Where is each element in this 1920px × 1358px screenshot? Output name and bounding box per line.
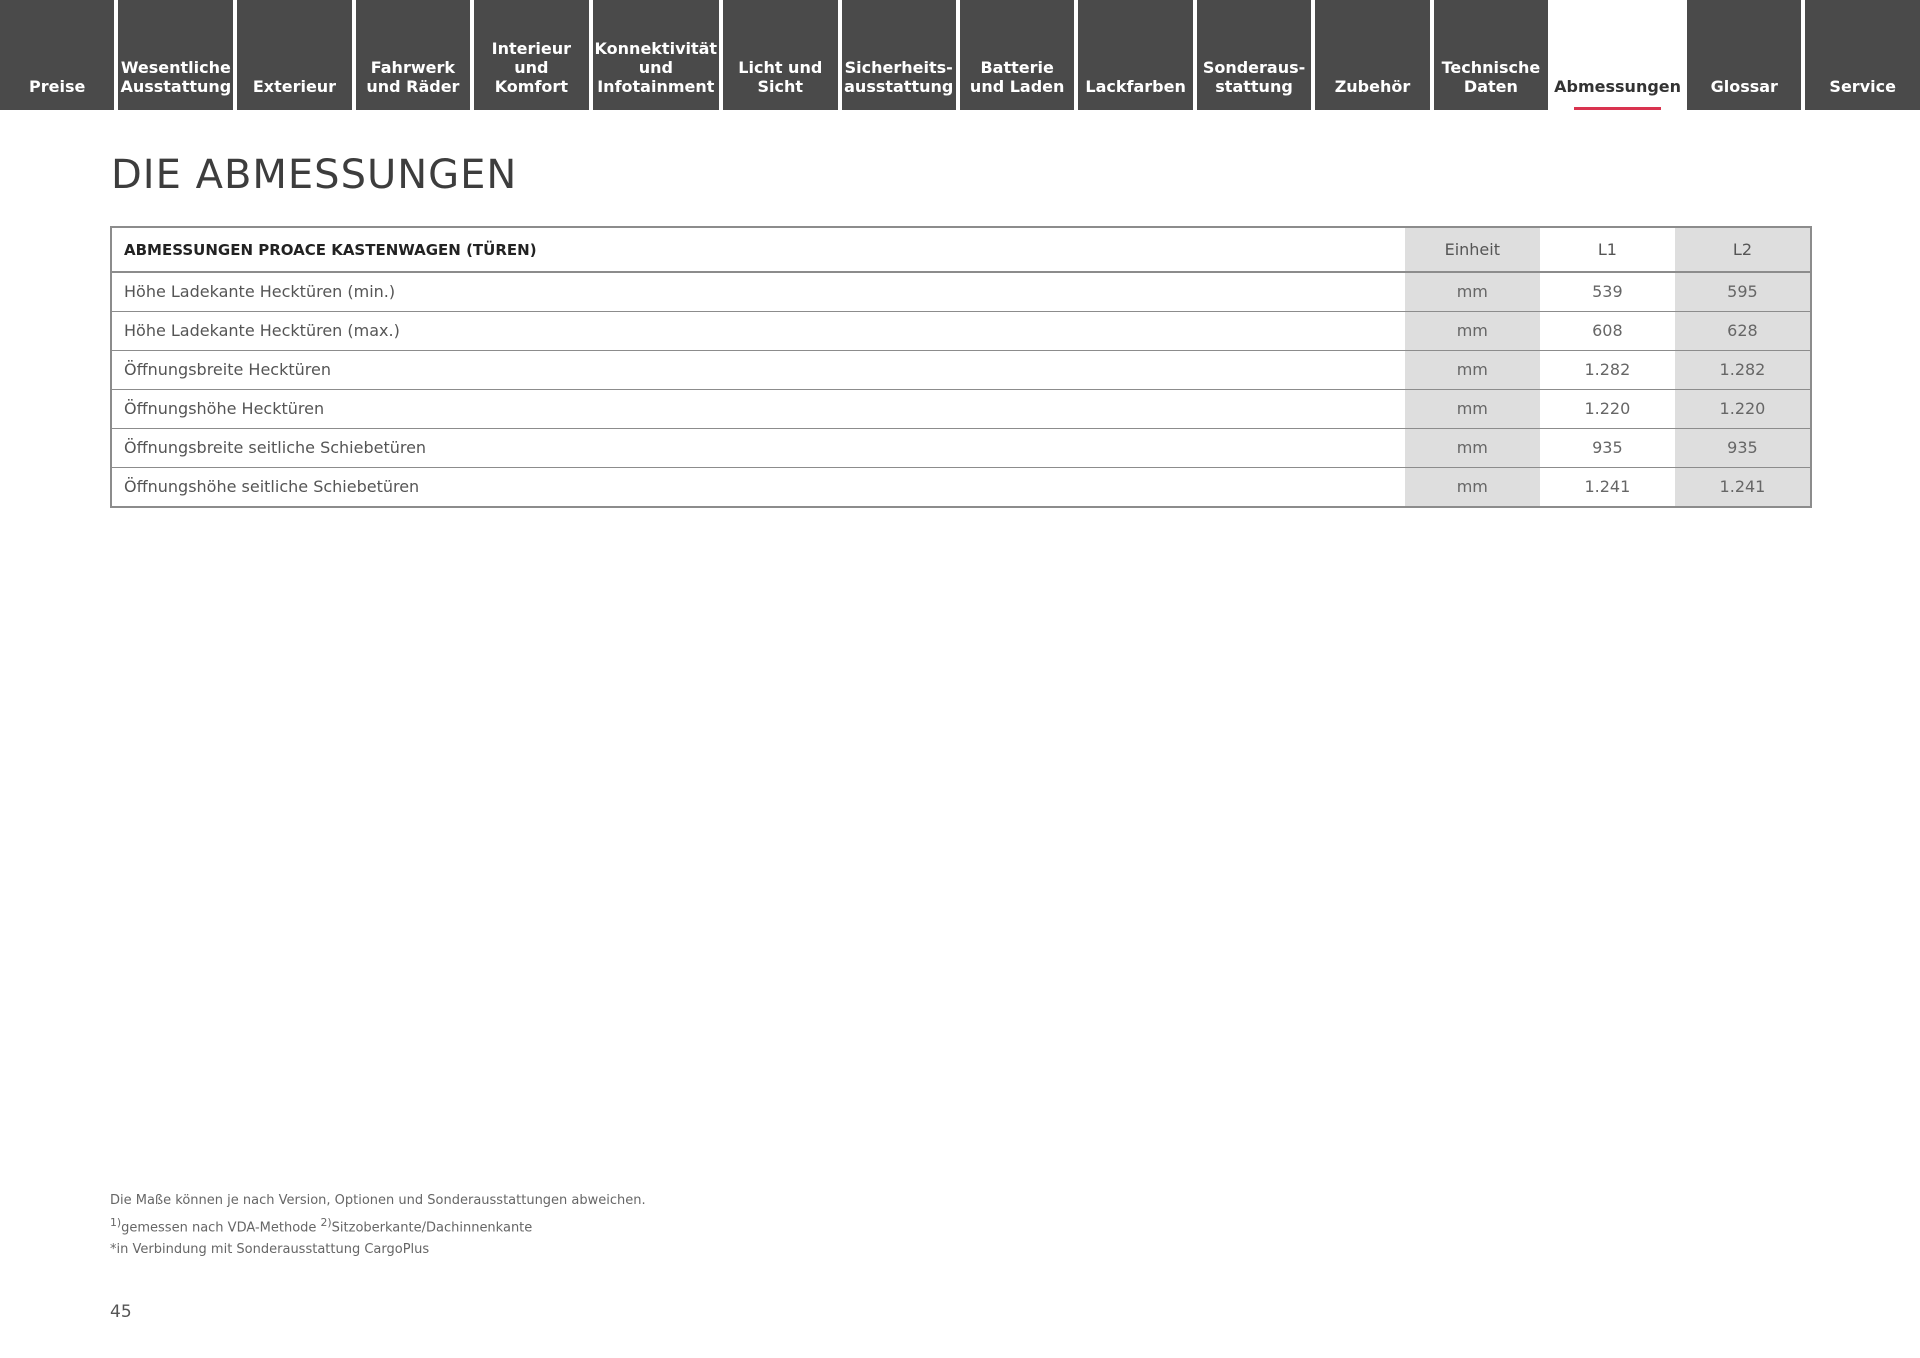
tab-interieur-und-komfort[interactable]: Interieur und Komfort	[474, 0, 588, 110]
page-number: 45	[110, 1302, 132, 1322]
tab-zubehoer[interactable]: Zubehör	[1315, 0, 1429, 110]
row-value-l1: 1.220	[1540, 389, 1675, 428]
row-value-l1: 1.241	[1584, 477, 1631, 497]
row-unit: mm	[1405, 428, 1540, 467]
row-unit: mm	[1405, 272, 1540, 311]
table-row	[112, 350, 1810, 389]
footnote-line	[110, 1212, 646, 1239]
tab-service[interactable]: Service	[1805, 0, 1919, 110]
row-value-l2: 1.220	[1675, 389, 1810, 428]
tab-licht-und-sicht[interactable]: Licht und Sicht	[723, 0, 837, 110]
row-unit: mm	[1405, 311, 1540, 350]
tab-glossar[interactable]: Glossar	[1687, 0, 1801, 110]
tab-preise[interactable]: Preise	[0, 0, 114, 110]
footnote-line: Die Maße können je nach Version, Optionen und Sonderausstattungen abweichen.	[110, 1193, 646, 1208]
row-label: Öffnungshöhe seitliche Schiebetüren	[124, 477, 420, 497]
row-value-l2: 595	[1675, 272, 1810, 311]
tab-technische-daten[interactable]: Technische Daten	[1434, 0, 1548, 110]
row-unit: mm	[1405, 389, 1540, 428]
tab-abmessungen[interactable]: Abmessungen	[1552, 0, 1683, 110]
footnote-marker: 2)	[320, 1216, 332, 1229]
row-label: Höhe Ladekante Hecktüren (max.)	[112, 311, 1405, 350]
footnotes	[110, 1190, 646, 1261]
tab-konnektivitaet-und-infotainment[interactable]: Konnektivität und Infotainment	[593, 0, 720, 110]
footnote-line: *in Verbindung mit Sonderausstattung CargoPlus	[110, 1242, 430, 1258]
row-value-l2: 1.282	[1675, 350, 1810, 389]
tab-wesentliche-ausstattung[interactable]: Wesentliche Ausstattung	[118, 0, 233, 110]
footnote-marker: 1)	[110, 1216, 122, 1229]
page-title: DIE ABMESSUNGEN	[111, 152, 518, 198]
row-value-l1: 1.282	[1540, 350, 1675, 389]
table-row	[112, 389, 1810, 428]
row-label: Höhe Ladekante Hecktüren (min.)	[112, 272, 1405, 311]
tab-batterie-und-laden[interactable]: Batterie und Laden	[960, 0, 1074, 110]
table-row	[112, 272, 1810, 311]
table-header-l1: L1	[1540, 228, 1675, 272]
row-label: Öffnungsbreite seitliche Schiebetüren	[112, 428, 1405, 467]
dimensions-table	[110, 226, 1812, 508]
row-value-l1: 608	[1540, 311, 1675, 350]
table-header-row	[112, 228, 1810, 272]
table-header-label: ABMESSUNGEN PROACE KASTENWAGEN (TÜREN)	[112, 228, 1405, 272]
row-value-l2: 1.241	[1675, 467, 1810, 506]
row-unit: mm	[1405, 467, 1540, 506]
row-label: Öffnungsbreite Hecktüren	[112, 350, 1405, 389]
tab-fahrwerk-und-raeder[interactable]: Fahrwerk und Räder	[356, 0, 470, 110]
table-row	[112, 467, 1810, 506]
row-value-l1: 935	[1540, 428, 1675, 467]
tab-lackfarben[interactable]: Lackfarben	[1078, 0, 1192, 110]
tab-exterieur[interactable]: Exterieur	[237, 0, 351, 110]
table-row	[112, 311, 1810, 350]
row-label: Öffnungshöhe Hecktüren	[112, 389, 1405, 428]
row-unit: mm	[1405, 350, 1540, 389]
footnote-text: Sitzoberkante/Dachinnenkante	[331, 1220, 533, 1236]
table-header-l2: L2	[1675, 228, 1810, 272]
row-value-l1: 539	[1540, 272, 1675, 311]
row-value-l2: 935	[1675, 428, 1810, 467]
tab-sicherheitsausstattung[interactable]: Sicherheits- ausstattung	[842, 0, 956, 110]
footnote-text: gemessen nach VDA-Methode	[121, 1220, 317, 1236]
table-header-unit: Einheit	[1405, 228, 1540, 272]
tab-sonderausstattung[interactable]: Sonderaus- stattung	[1197, 0, 1311, 110]
table-row	[112, 428, 1810, 467]
top-navigation	[0, 0, 1920, 110]
row-value-l2: 628	[1675, 311, 1810, 350]
